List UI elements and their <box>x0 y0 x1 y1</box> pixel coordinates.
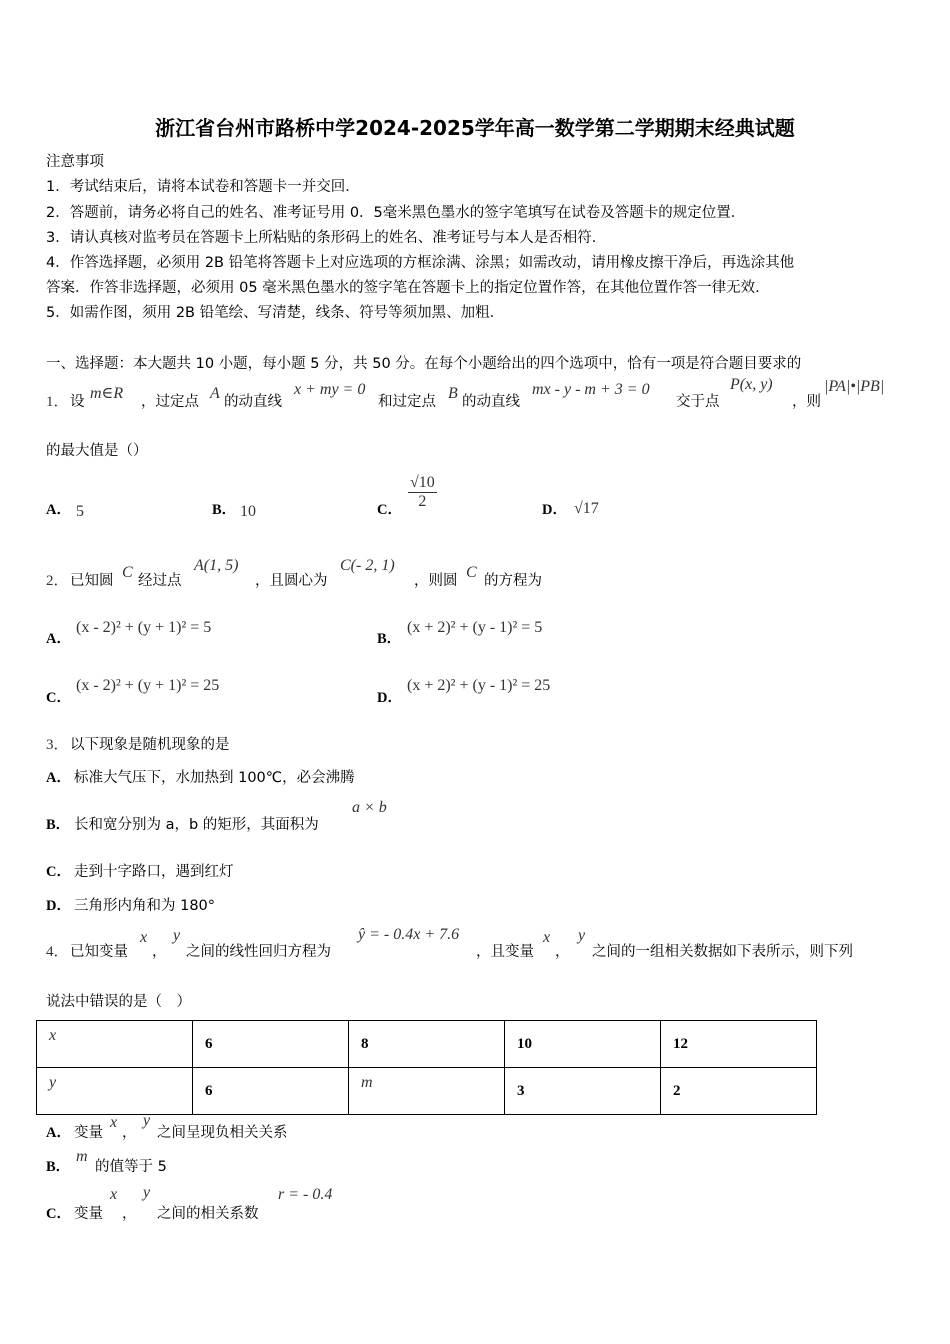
notice-heading: 注意事项 <box>46 154 104 170</box>
notice-item: 2．答题前，请务必将自己的姓名、准考证号用 0．5毫米黑色墨水的签字笔填写在试卷及答题卡的规定位置． <box>46 205 746 221</box>
q4-text: 说法中错误的是（ ） <box>46 994 191 1010</box>
option-text: 三角形内角和为 180° <box>74 898 216 914</box>
q1-math: mx - y - m + 3 = 0 <box>532 381 650 398</box>
table-cell: 12 <box>661 1021 817 1068</box>
table-cell: 3 <box>505 1068 661 1115</box>
option-text: ， <box>122 1125 137 1141</box>
table-row <box>37 1021 817 1068</box>
option-label: D． <box>46 898 71 914</box>
table-row <box>37 1068 817 1115</box>
q1-text: 的动直线 <box>224 394 282 410</box>
q1-math: A <box>210 385 220 402</box>
option-text: ， <box>122 1206 137 1222</box>
q1-math: P(x, y) <box>730 376 773 393</box>
option-fraction <box>408 474 437 511</box>
option-value: (x + 2)² + (y - 1)² = 5 <box>407 619 543 636</box>
page-title: 浙江省台州市路桥中学2024-2025学年高一数学第二学期期末经典试题 <box>155 116 795 140</box>
option-label: D． <box>377 690 402 706</box>
q2-math: A(1, 5) <box>194 557 239 574</box>
option-label: B． <box>212 502 237 518</box>
option-math: m <box>76 1148 88 1165</box>
option-label: B． <box>377 631 402 647</box>
fraction-denominator: 2 <box>418 493 427 510</box>
q2-math: C <box>122 564 133 581</box>
option-text: 长和宽分别为 a，b 的矩形，其面积为 <box>74 817 319 833</box>
option-text: 变量 <box>74 1125 103 1141</box>
notice-item: 3．请认真核对监考员在答题卡上所粘贴的条形码上的姓名、准考证号与本人是否相符． <box>46 230 607 246</box>
q4-math: y <box>173 927 181 944</box>
notice-item: 答案．作答非选择题，必须用 05 毫米黑色墨水的签字笔在答题卡上的指定位置作答，在其他位置作答一律无效． <box>46 280 770 296</box>
option-label: B． <box>46 817 71 833</box>
option-label: A． <box>46 770 71 786</box>
option-math: a × b <box>352 799 387 816</box>
option-label: C． <box>377 502 402 518</box>
q1-text: 和过定点 <box>378 394 436 410</box>
q2-text: 经过点 <box>138 573 182 589</box>
q2-math: C(- 2, 1) <box>340 557 395 574</box>
option-text: 之间呈现负相关关系 <box>157 1125 288 1141</box>
question-number: 3． <box>46 737 69 753</box>
q1-text: 的动直线 <box>462 394 520 410</box>
table-cell: y <box>37 1068 193 1115</box>
q4-text: 之间的一组相关数据如下表所示，则下列 <box>592 944 853 960</box>
option-text: 标准大气压下，水加热到 100℃，必会沸腾 <box>74 770 355 786</box>
q2-text: 的方程为 <box>484 573 542 589</box>
notice-item: 1．考试结束后，请将本试卷和答题卡一并交回． <box>46 179 360 195</box>
q4-text: ，且变量 <box>476 944 534 960</box>
option-text: 的值等于 5 <box>95 1159 167 1175</box>
option-value: 10 <box>240 503 256 520</box>
question-number: 4． <box>46 944 69 960</box>
q4-text: 已知变量 <box>70 944 128 960</box>
q1-text: 的最大值是（） <box>46 443 148 459</box>
q1-math: x + my = 0 <box>294 381 366 398</box>
notice-item: 4．作答选择题，必须用 2B 铅笔将答题卡上对应选项的方框涂满、涂黑；如需改动，请用橡皮擦干净后，再选涂其他 <box>46 255 795 271</box>
q1-math: B <box>448 385 458 402</box>
q3-stem: 以下现象是随机现象的是 <box>70 737 230 753</box>
q4-text: 之间的线性回归方程为 <box>186 944 331 960</box>
option-math: r = - 0.4 <box>278 1186 333 1203</box>
table-cell: 8 <box>349 1021 505 1068</box>
notice-item: 5．如需作图，须用 2B 铅笔绘、写清楚，线条、符号等须加黑、加粗． <box>46 305 505 321</box>
q4-math: y <box>578 927 586 944</box>
table-cell: 6 <box>193 1068 349 1115</box>
option-math: x <box>110 1186 118 1203</box>
q1-text: 交于点 <box>676 394 720 410</box>
q1-text: ，过定点 <box>141 394 199 410</box>
option-text: 之间的相关系数 <box>157 1206 259 1222</box>
question-number: 1． <box>46 394 69 410</box>
option-label: A． <box>46 631 71 647</box>
option-value: 5 <box>76 503 84 520</box>
q2-text: 已知圆 <box>70 573 114 589</box>
q2-math: C <box>466 564 477 581</box>
option-label: B． <box>46 1159 71 1175</box>
q4-text: ， <box>555 944 570 960</box>
option-value: (x + 2)² + (y - 1)² = 25 <box>407 677 551 694</box>
table-cell: m <box>349 1068 505 1115</box>
section-heading: 一、选择题：本大题共 10 小题，每小题 5 分，共 50 分。在每个小题给出的四个选项中，恰有一项是符合题目要求的 <box>46 356 802 372</box>
option-value: (x - 2)² + (y + 1)² = 5 <box>76 619 212 636</box>
option-label: A． <box>46 502 71 518</box>
q1-math: |PA|•|PB| <box>824 378 885 395</box>
option-math: x <box>110 1114 118 1131</box>
option-text: 变量 <box>74 1206 103 1222</box>
question-number: 2． <box>46 573 69 589</box>
table-cell: 10 <box>505 1021 661 1068</box>
q4-math: x <box>140 929 148 946</box>
data-table <box>36 1020 817 1115</box>
table-cell: x <box>37 1021 193 1068</box>
q2-text: ，则圆 <box>414 573 458 589</box>
option-label: D． <box>542 502 567 518</box>
option-label: C． <box>46 864 71 880</box>
option-label: C． <box>46 690 71 706</box>
fraction-numerator: √10 <box>410 474 435 491</box>
option-value: √17 <box>574 500 599 517</box>
option-text: 走到十字路口，遇到红灯 <box>74 864 234 880</box>
table-cell: 6 <box>193 1021 349 1068</box>
q1-math: m∈R <box>90 385 124 402</box>
option-math: y <box>143 1184 151 1201</box>
q4-math: ŷ = - 0.4x + 7.6 <box>358 926 460 943</box>
q4-math: x <box>543 929 551 946</box>
table-cell: 2 <box>661 1068 817 1115</box>
q2-text: ，且圆心为 <box>255 573 328 589</box>
option-label: A． <box>46 1125 71 1141</box>
q1-text: 设 <box>70 394 85 410</box>
option-math: y <box>143 1112 151 1129</box>
option-label: C． <box>46 1206 71 1222</box>
option-value: (x - 2)² + (y + 1)² = 25 <box>76 677 220 694</box>
q1-text: ，则 <box>792 394 821 410</box>
q4-text: ， <box>152 944 167 960</box>
